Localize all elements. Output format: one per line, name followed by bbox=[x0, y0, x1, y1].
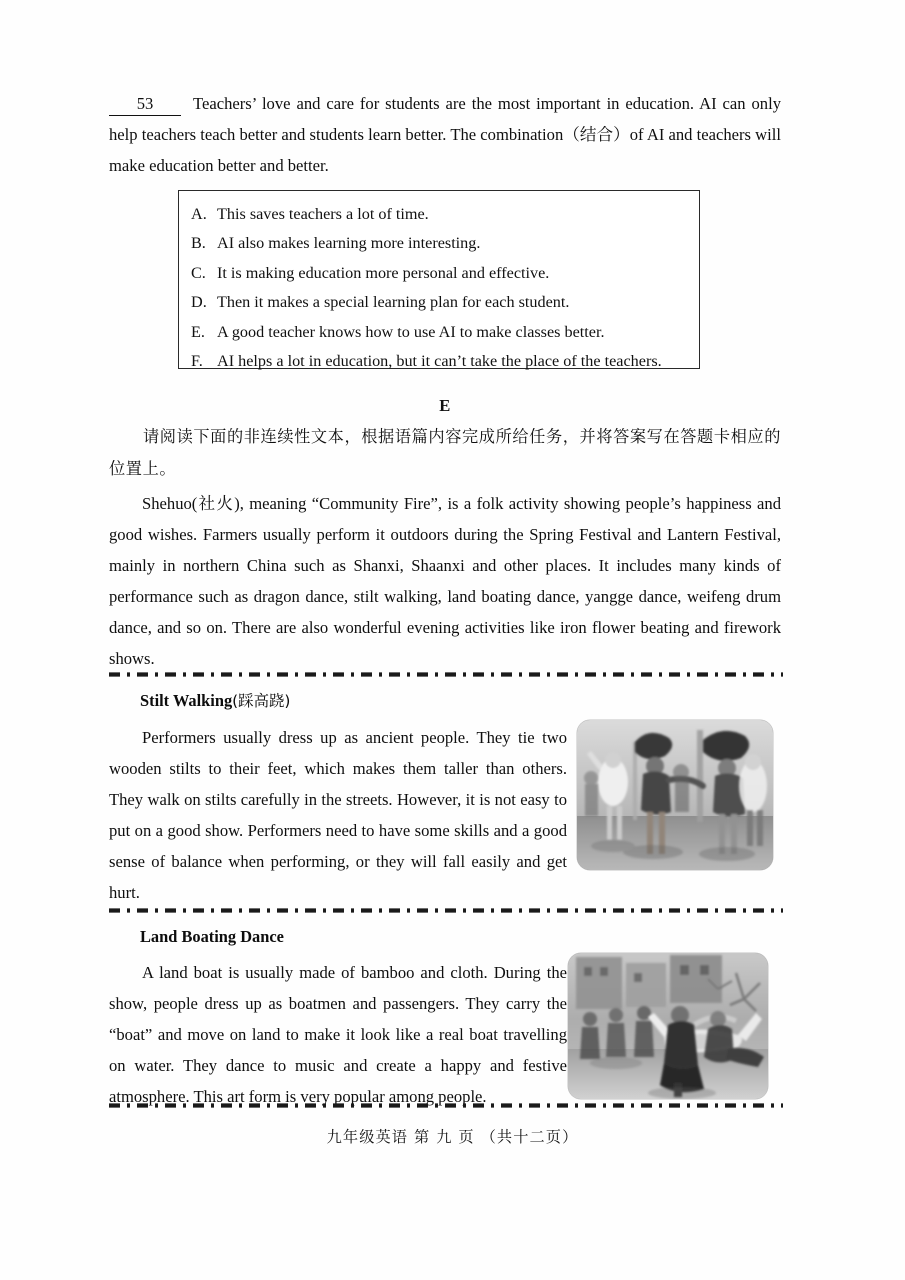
option-letter-b: B. bbox=[191, 234, 206, 253]
subsection-heading-land-boating-dance bbox=[140, 927, 284, 947]
dash-dot-separator-2 bbox=[109, 908, 783, 913]
option-row-e[interactable] bbox=[179, 318, 699, 347]
subsection-body-stilt-walking bbox=[109, 722, 567, 908]
land-boating-dance-photo bbox=[568, 953, 768, 1099]
subsection-title-land-boating-dance: Land Boating Dance bbox=[140, 927, 284, 946]
option-text-c: It is making education more personal and effective. bbox=[217, 263, 550, 282]
option-row-c[interactable] bbox=[179, 259, 699, 288]
option-letter-a: A. bbox=[191, 205, 207, 223]
option-row-b[interactable] bbox=[179, 229, 699, 258]
option-letter-d: D. bbox=[191, 293, 207, 312]
option-letter-c: C. bbox=[191, 263, 206, 282]
subsection-body-text-land-boating-dance: A land boat is usually made of bamboo and cloth. During the show, people dress up as boatmen and passengers. They carry the “boat” and move on land to make it look like a real boat travelling on water. They dance to music and create a happy and festive atmosphere. This art form is very popular among people. bbox=[109, 963, 567, 1106]
option-row-d[interactable] bbox=[179, 288, 699, 317]
option-row-a[interactable] bbox=[179, 200, 699, 229]
dash-dot-separator-1 bbox=[109, 672, 783, 677]
question-stem bbox=[109, 88, 781, 181]
question-stem-text: Teachers’ love and care for students are the most important in education. AI can only help teachers teach better and students learn better. The combination（结合）of AI and teachers will make education better and better. bbox=[109, 94, 781, 175]
subsection-gloss-stilt-walking: (踩高跷) bbox=[232, 692, 291, 710]
section-instruction bbox=[109, 421, 781, 485]
subsection-heading-stilt-walking bbox=[140, 689, 290, 711]
question-stem-paragraph bbox=[109, 88, 781, 181]
option-text-d: Then it makes a special learning plan for each student. bbox=[217, 293, 570, 312]
section-intro bbox=[109, 488, 781, 674]
option-text-f: AI helps a lot in education, but it can’t take the place of the teachers. bbox=[217, 352, 662, 371]
section-letter-heading: E bbox=[439, 396, 451, 415]
option-letter-f: F. bbox=[191, 352, 203, 371]
option-letter-e: E. bbox=[191, 322, 205, 341]
subsection-body-text-stilt-walking: Performers usually dress up as ancient people. They tie two wooden stilts to their feet, which makes them taller than others. They walk on stilts carefully in the streets. However, it is not easy to put on a good show. Performers need to have some skills and a good sense of balance when performing, or they will fall easily and get hurt. bbox=[109, 728, 567, 902]
options-box bbox=[178, 190, 700, 369]
option-text-e: A good teacher knows how to use AI to make classes better. bbox=[217, 322, 605, 341]
page-footer: 九年级英语 第 九 页 （共十二页） bbox=[326, 1128, 579, 1146]
section-instruction-text: 请阅读下面的非连续性文本，根据语篇内容完成所给任务，并将答案写在答题卡相应的位置上。 bbox=[109, 427, 781, 478]
question-number-blank: 53 bbox=[109, 93, 181, 116]
subsection-title-stilt-walking: Stilt Walking bbox=[140, 691, 233, 710]
section-intro-text: Shehuo(社火), meaning “Community Fire”, is a folk activity showing people’s happiness and good wishes. Farmers usually perform it outdoors during the Spring Festival and Lantern Festival, mainly in northern China such as Shanxi, Shaanxi and other places. It includes many kinds of performance such as dragon dance, stilt walking, land boating dance, yangge dance, weifeng drum dance, and so on. There are also wonderful evening activities like iron flower beating and firework shows. bbox=[109, 494, 781, 668]
option-row-f[interactable] bbox=[179, 347, 699, 376]
subsection-body-land-boating-dance bbox=[109, 957, 567, 1112]
option-text-a: This saves teachers a lot of time. bbox=[217, 205, 429, 223]
dash-dot-separator-3 bbox=[109, 1103, 783, 1108]
option-text-b: AI also makes learning more interesting. bbox=[217, 234, 481, 253]
stilt-walking-photo bbox=[577, 720, 773, 870]
